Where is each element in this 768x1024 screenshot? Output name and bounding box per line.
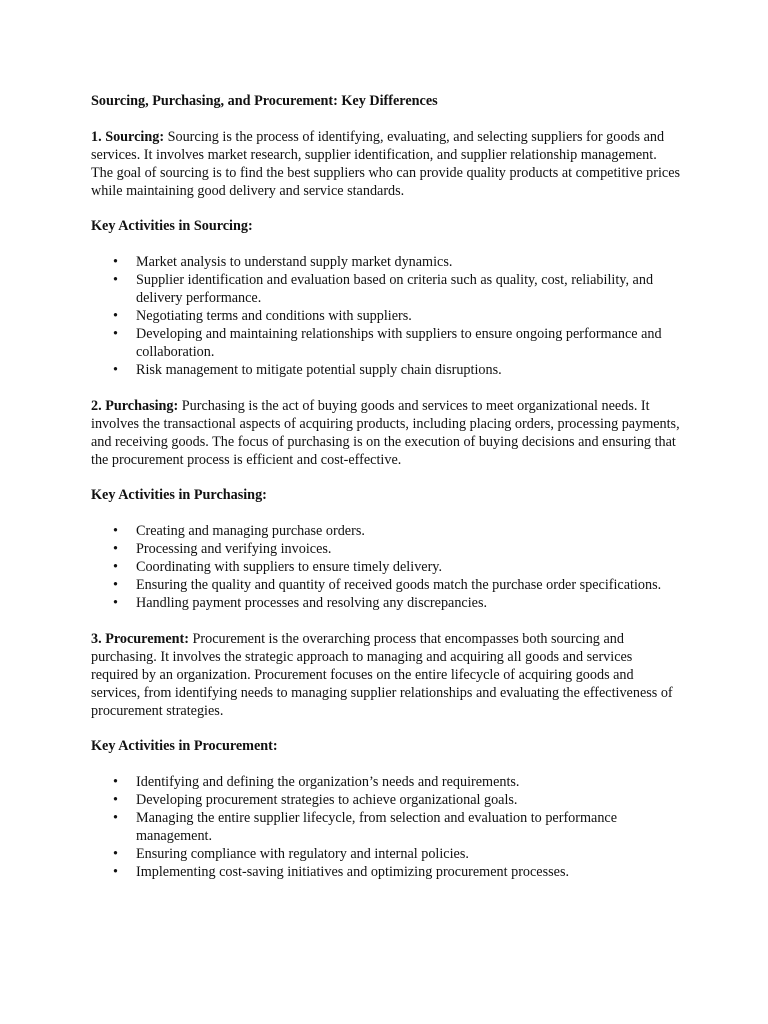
document-title: Sourcing, Purchasing, and Procurement: Key Differences — [91, 93, 438, 109]
section-purchasing — [91, 397, 681, 612]
bullet-icon: • — [113, 254, 118, 270]
section-paragraph — [91, 128, 681, 200]
bullet-icon: • — [113, 864, 118, 880]
list-item — [91, 558, 681, 576]
section-body: Sourcing is the process of identifying, evaluating, and selecting suppliers for goods and services. It involves market research, supplier identification, and supplier relationship management. The goal of sourcing is to find the best suppliers who can provide quality products at competitive prices while maintaining good delivery and service standards. — [91, 129, 681, 199]
list-item-text: Identifying and defining the organization’s needs and requirements. — [136, 774, 520, 790]
activities-heading: Key Activities in Purchasing: — [91, 487, 267, 503]
bullet-icon: • — [113, 846, 118, 862]
section-heading: 1. Sourcing: — [91, 129, 165, 145]
section-paragraph — [91, 397, 681, 469]
list-item — [91, 307, 681, 325]
bullet-icon: • — [113, 541, 118, 557]
list-item — [91, 253, 681, 271]
list-item-text: Handling payment processes and resolving any discrepancies. — [136, 595, 488, 611]
bullet-icon: • — [113, 774, 118, 790]
bullet-icon: • — [113, 308, 118, 324]
bullet-icon: • — [113, 792, 118, 808]
activities-list — [91, 253, 681, 379]
document-page — [91, 92, 681, 899]
list-item — [91, 540, 681, 558]
activities-list — [91, 522, 681, 612]
list-item — [91, 773, 681, 791]
list-item-text: Negotiating terms and conditions with suppliers. — [136, 308, 412, 324]
section-sourcing — [91, 128, 681, 379]
list-item-text: Processing and verifying invoices. — [136, 541, 332, 557]
section-paragraph — [91, 630, 681, 720]
list-item-text: Market analysis to understand supply market dynamics. — [136, 254, 453, 270]
bullet-icon: • — [113, 272, 118, 288]
list-item-text: Creating and managing purchase orders. — [136, 523, 365, 539]
activities-heading: Key Activities in Sourcing: — [91, 218, 253, 234]
bullet-icon: • — [113, 595, 118, 611]
list-item-text: Managing the entire supplier lifecycle, from selection and evaluation to performance management. — [136, 810, 618, 844]
section-body: Purchasing is the act of buying goods and services to meet organizational needs. It involves the transactional aspects of acquiring products, including placing orders, processing payments, and receiving goods. The focus of purchasing is on the execution of buying decisions and ensuring that the procurement process is efficient and cost-effective. — [91, 398, 680, 468]
activities-list — [91, 773, 681, 881]
bullet-icon: • — [113, 362, 118, 378]
bullet-icon: • — [113, 810, 118, 826]
bullet-icon: • — [113, 326, 118, 342]
section-heading: 3. Procurement: — [91, 631, 189, 647]
list-item — [91, 845, 681, 863]
list-item-text: Ensuring the quality and quantity of received goods match the purchase order specifications. — [136, 577, 662, 593]
list-item — [91, 271, 681, 307]
list-item — [91, 325, 681, 361]
list-item — [91, 594, 681, 612]
section-heading: 2. Purchasing: — [91, 398, 179, 414]
list-item — [91, 791, 681, 809]
list-item — [91, 361, 681, 379]
section-body: Procurement is the overarching process that encompasses both sourcing and purchasing. It involves the strategic approach to managing and acquiring all goods and services required by an organization. Procurement focuses on the entire lifecycle of acquiring goods and services, from identifying needs to managing supplier relationships and evaluating the effectiveness of procurement strategies. — [91, 631, 673, 719]
list-item-text: Implementing cost-saving initiatives and optimizing procurement processes. — [136, 864, 570, 880]
list-item — [91, 863, 681, 881]
list-item-text: Developing procurement strategies to achieve organizational goals. — [136, 792, 518, 808]
activities-heading: Key Activities in Procurement: — [91, 738, 278, 754]
section-procurement — [91, 630, 681, 881]
list-item — [91, 576, 681, 594]
list-item-text: Risk management to mitigate potential supply chain disruptions. — [136, 362, 502, 378]
bullet-icon: • — [113, 523, 118, 539]
bullet-icon: • — [113, 559, 118, 575]
list-item-text: Supplier identification and evaluation based on criteria such as quality, cost, reliability, and delivery performance. — [136, 272, 654, 306]
list-item-text: Coordinating with suppliers to ensure timely delivery. — [136, 559, 443, 575]
list-item — [91, 522, 681, 540]
list-item — [91, 809, 681, 845]
list-item-text: Ensuring compliance with regulatory and internal policies. — [136, 846, 469, 862]
list-item-text: Developing and maintaining relationships with suppliers to ensure ongoing performance and collaboration. — [136, 326, 662, 360]
bullet-icon: • — [113, 577, 118, 593]
